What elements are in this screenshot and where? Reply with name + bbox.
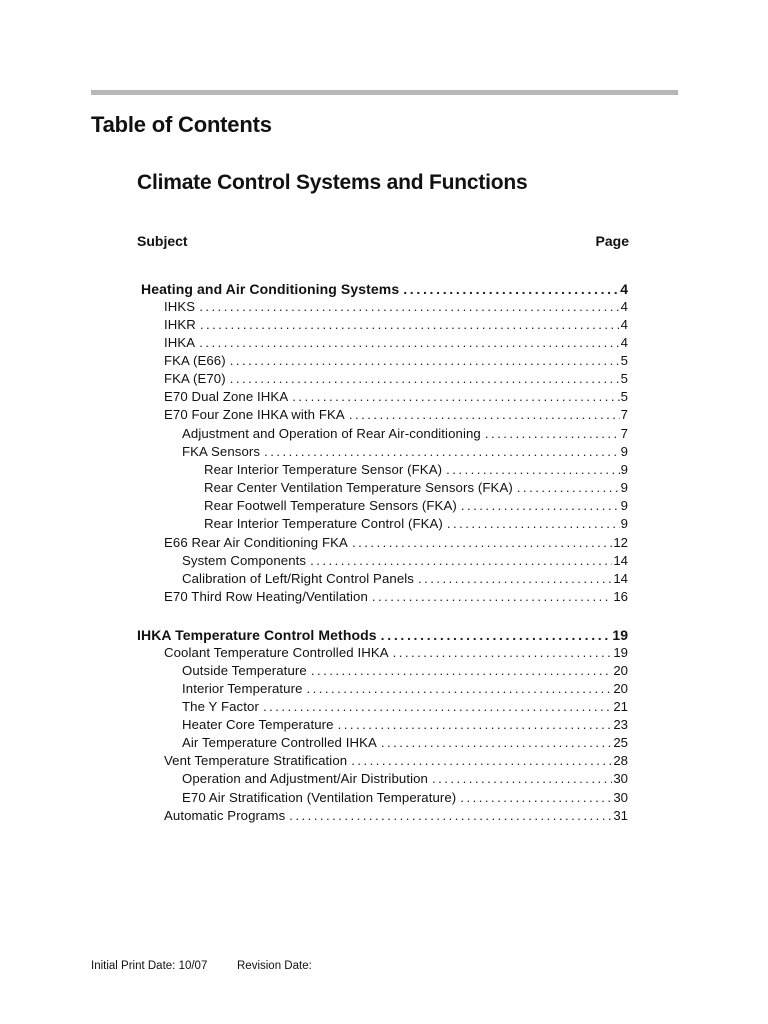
toc-entry — [182, 770, 628, 788]
dot-leader — [447, 515, 620, 533]
toc-entry — [164, 406, 628, 424]
toc-entry-page: 21 — [613, 699, 628, 714]
toc-entry-page: 28 — [613, 753, 628, 768]
toc-entry-label: Vent Temperature Stratification — [164, 753, 348, 768]
toc-entry — [182, 425, 628, 443]
toc-entry-label: E70 Air Stratification (Ventilation Temperature) — [182, 790, 457, 805]
toc-entry-label: Coolant Temperature Controlled IHKA — [164, 645, 389, 660]
toc-entry — [164, 388, 628, 406]
toc-entry-page: 12 — [613, 535, 628, 550]
initial-print-date: Initial Print Date: 10/07 — [91, 960, 208, 972]
toc-entry-page: 9 — [620, 444, 628, 459]
toc-entry — [164, 534, 628, 552]
toc-entry-page: 9 — [620, 516, 628, 531]
dot-leader — [381, 626, 612, 644]
dot-leader — [338, 716, 613, 734]
dot-leader — [418, 570, 612, 588]
toc-entry-label: Rear Interior Temperature Control (FKA) — [204, 516, 443, 531]
dot-leader — [310, 552, 612, 570]
toc-entry — [182, 443, 628, 461]
toc-entry — [164, 352, 628, 370]
toc-entry — [164, 334, 628, 352]
dot-leader — [517, 479, 620, 497]
dot-leader — [292, 388, 619, 406]
toc-entry-label: E70 Dual Zone IHKA — [164, 389, 289, 404]
toc-entry-page: 30 — [613, 790, 628, 805]
toc-entry-label: FKA (E70) — [164, 371, 226, 386]
toc-entry-page: 5 — [620, 371, 628, 386]
toc-entry-label: Rear Interior Temperature Sensor (FKA) — [204, 462, 443, 477]
dot-leader — [372, 588, 612, 606]
toc-entry-label: Air Temperature Controlled IHKA — [182, 735, 377, 750]
toc-entry-label: Heater Core Temperature — [182, 717, 334, 732]
toc-entry-label: E66 Rear Air Conditioning FKA — [164, 535, 348, 550]
revision-date: Revision Date: — [237, 960, 312, 972]
toc-entry-page: 4 — [620, 335, 628, 350]
toc-entry-page: 9 — [620, 480, 628, 495]
dot-leader — [432, 770, 612, 788]
toc-entry-page: 20 — [613, 681, 628, 696]
toc-entry — [164, 588, 628, 606]
toc-entry-label: Rear Footwell Temperature Sensors (FKA) — [204, 498, 457, 513]
toc-entry-label: FKA (E66) — [164, 353, 226, 368]
toc-entry-label: E70 Third Row Heating/Ventilation — [164, 589, 368, 604]
dot-leader — [352, 534, 612, 552]
toc-entry — [204, 461, 628, 479]
toc-entry-page: 30 — [613, 771, 628, 786]
toc-entry-label: Rear Center Ventilation Temperature Sensors (FKA) — [204, 480, 513, 495]
toc-entry-page: 16 — [613, 589, 628, 604]
toc-entry-page: 7 — [620, 426, 628, 441]
toc-entry-label: Calibration of Left/Right Control Panels — [182, 571, 414, 586]
toc-entry — [141, 280, 628, 298]
toc-entry-page: 4 — [620, 299, 628, 314]
toc-entry — [182, 680, 628, 698]
toc-entry — [204, 497, 628, 515]
dot-leader — [264, 443, 620, 461]
dot-leader — [289, 807, 612, 825]
toc-entry-label: FKA Sensors — [182, 444, 261, 459]
toc-entry — [182, 698, 628, 716]
toc-entry — [137, 626, 628, 644]
toc-entry-page: 25 — [613, 735, 628, 750]
toc-entry — [182, 789, 628, 807]
toc-entry-label: Automatic Programs — [164, 808, 286, 823]
toc-entry — [164, 644, 628, 662]
toc-entry-page: 5 — [620, 353, 628, 368]
toc-entry-label: IHKA — [164, 335, 196, 350]
dot-leader — [311, 662, 613, 680]
toc-entry-label: The Y Factor — [182, 699, 259, 714]
toc-entry-label: IHKR — [164, 317, 196, 332]
toc-entry — [164, 370, 628, 388]
toc-entry-page: 14 — [613, 571, 628, 586]
toc-entry-label: IHKS — [164, 299, 196, 314]
toc-entry-page: 31 — [613, 808, 628, 823]
toc-entry — [164, 752, 628, 770]
toc-entry-page: 9 — [620, 498, 628, 513]
dot-leader — [230, 352, 620, 370]
toc-entry-label: Operation and Adjustment/Air Distribution — [182, 771, 428, 786]
toc-entry-page: 20 — [613, 663, 628, 678]
dot-leader — [403, 280, 619, 298]
toc-entry — [182, 552, 628, 570]
dot-leader — [461, 497, 620, 515]
dot-leader — [351, 752, 612, 770]
toc-entry — [164, 316, 628, 334]
dot-leader — [446, 461, 620, 479]
toc-entry-page: 19 — [613, 645, 628, 660]
toc-entry-label: IHKA Temperature Control Methods — [137, 627, 377, 643]
page-column-header: Page — [595, 233, 629, 249]
dot-leader — [230, 370, 620, 388]
toc-entry-page: 5 — [620, 389, 628, 404]
dot-leader — [199, 298, 619, 316]
toc-entry — [164, 807, 628, 825]
dot-leader — [393, 644, 613, 662]
toc-entry-label: E70 Four Zone IHKA with FKA — [164, 407, 345, 422]
dot-leader — [485, 425, 620, 443]
toc-entry — [182, 716, 628, 734]
toc-entry — [204, 515, 628, 533]
toc-entry-label: Adjustment and Operation of Rear Air-conditioning — [182, 426, 481, 441]
document-title: Climate Control Systems and Functions — [137, 171, 528, 194]
dot-leader — [263, 698, 612, 716]
toc-entry-page: 4 — [620, 281, 628, 297]
toc-entry-page: 23 — [613, 717, 628, 732]
dot-leader — [349, 406, 620, 424]
toc-entry — [204, 479, 628, 497]
toc-entry-label: Outside Temperature — [182, 663, 307, 678]
toc-entry — [182, 662, 628, 680]
toc-entry-label: Heating and Air Conditioning Systems — [141, 281, 400, 297]
dot-leader — [307, 680, 613, 698]
toc-entry-label: System Components — [182, 553, 307, 568]
toc-entry — [182, 734, 628, 752]
toc-entry-page: 14 — [613, 553, 628, 568]
dot-leader — [200, 316, 620, 334]
toc-entry-page: 19 — [612, 627, 628, 643]
toc-entry-page: 4 — [620, 317, 628, 332]
dot-leader — [381, 734, 612, 752]
toc-entry — [182, 570, 628, 588]
dot-leader — [460, 789, 612, 807]
toc-entry-label: Interior Temperature — [182, 681, 303, 696]
toc-title: Table of Contents — [91, 112, 272, 137]
toc-entry — [164, 298, 628, 316]
subject-column-header: Subject — [137, 233, 188, 249]
toc-entry-page: 7 — [620, 407, 628, 422]
toc-entry-page: 9 — [620, 462, 628, 477]
dot-leader — [199, 334, 619, 352]
